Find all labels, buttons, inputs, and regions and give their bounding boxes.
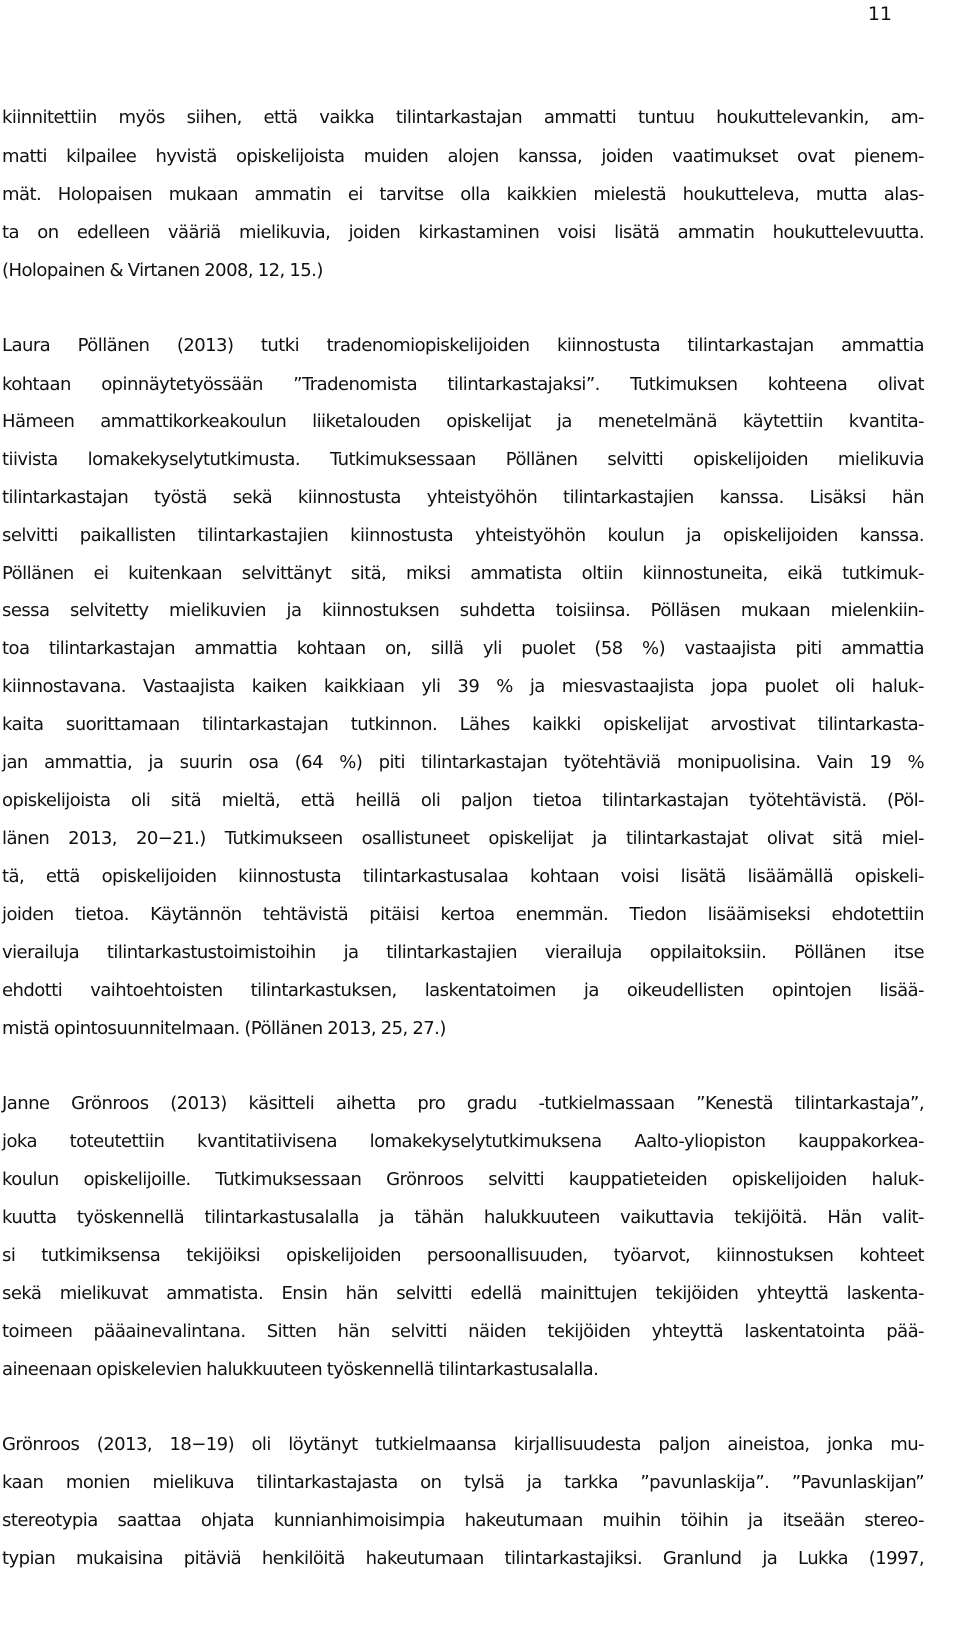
- text-line: typian mukaisina pitäviä henkilöitä hakeutumaan tilintarkastajiksi. Granlund ja Lukka (1997,: [2, 1548, 924, 1569]
- text-line: länen 2013, 20−21.) Tutkimukseen osallistuneet opiskelijat ja tilintarkastajat olivat sitä miel-: [2, 828, 924, 849]
- text-line: Janne Grönroos (2013) käsitteli aihetta pro gradu -tutkielmassaan ”Kenestä tilintarkastaja”,: [2, 1093, 924, 1114]
- text-line: (Holopainen & Virtanen 2008, 12, 15.): [2, 260, 323, 281]
- text-line: si tutkimiksensa tekijöiksi opiskelijoiden persoonallisuuden, työarvot, kiinnostuksen kohteet: [2, 1245, 924, 1266]
- text-line: joiden tietoa. Käytännön tehtävistä pitäisi kertoa enemmän. Tiedon lisäämiseksi ehdotettiin: [2, 904, 924, 925]
- text-line: toa tilintarkastajan ammattia kohtaan on, sillä yli puolet (58 %) vastaajista piti ammattia: [2, 638, 924, 659]
- text-line: Laura Pöllänen (2013) tutki tradenomiopiskelijoiden kiinnostusta tilintarkastajan ammattia: [2, 335, 924, 356]
- text-line: ta on edelleen vääriä mielikuvia, joiden kirkastaminen voisi lisätä ammatin houkuttelevuutta.: [2, 222, 924, 243]
- text-line: tä, että opiskelijoiden kiinnostusta tilintarkastusalaa kohtaan voisi lisätä lisäämällä opiskeli-: [2, 866, 924, 887]
- text-line: Grönroos (2013, 18−19) oli löytänyt tutkielmaansa kirjallisuudesta paljon aineistoa, jonka mu-: [2, 1434, 924, 1455]
- text-line: tilintarkastajan työstä sekä kiinnostusta yhteistyöhön tilintarkastajien kanssa. Lisäksi hän: [2, 487, 924, 508]
- text-line: toimeen pääainevalintana. Sitten hän selvitti näiden tekijöiden yhteyttä laskentatointa pää-: [2, 1321, 924, 1342]
- text-line: mistä opintosuunnitelmaan. (Pöllänen 2013, 25, 27.): [2, 1018, 446, 1039]
- text-line: mät. Holopaisen mukaan ammatin ei tarvitse olla kaikkien mielestä houkutteleva, mutta alas-: [2, 184, 924, 205]
- text-line: matti kilpailee hyvistä opiskelijoista muiden alojen kanssa, joiden vaatimukset ovat pienem-: [2, 146, 924, 167]
- text-line: sekä mielikuvat ammatista. Ensin hän selvitti edellä mainittujen tekijöiden yhteyttä laskenta-: [2, 1283, 924, 1304]
- text-line: kiinnostavana. Vastaajista kaiken kaikkiaan yli 39 % ja miesvastaajista jopa puolet oli haluk-: [2, 676, 924, 697]
- text-line: opiskelijoista oli sitä mieltä, että heillä oli paljon tietoa tilintarkastajan työtehtävistä. (Pöl-: [2, 790, 924, 811]
- text-line: aineenaan opiskelevien halukkuuteen työskennellä tilintarkastusalalla.: [2, 1359, 599, 1380]
- page-number: 11: [867, 3, 892, 25]
- text-line: Hämeen ammattikorkeakoulun liiketalouden opiskelijat ja menetelmänä käytettiin kvantita-: [2, 411, 924, 432]
- text-line: ehdotti vaihtoehtoisten tilintarkastuksen, laskentatoimen ja oikeudellisten opintojen lisää-: [2, 980, 924, 1001]
- text-line: kiinnitettiin myös siihen, että vaikka tilintarkastajan ammatti tuntuu houkuttelevankin, am-: [2, 107, 924, 128]
- text-line: vierailuja tilintarkastustoimistoihin ja tilintarkastajien vierailuja oppilaitoksiin. Pöllänen itse: [2, 942, 924, 963]
- text-line: kaita suorittamaan tilintarkastajan tutkinnon. Lähes kaikki opiskelijat arvostivat tilintarkasta-: [2, 714, 924, 735]
- text-line: joka toteutettiin kvantitatiivisena lomakekyselytutkimuksena Aalto-yliopiston kauppakorkea-: [2, 1131, 924, 1152]
- text-line: sessa selvitetty mielikuvien ja kiinnostuksen suhdetta toisiinsa. Pölläsen mukaan mielenkiin-: [2, 600, 924, 621]
- text-line: koulun opiskelijoille. Tutkimuksessaan Grönroos selvitti kauppatieteiden opiskelijoiden haluk-: [2, 1169, 924, 1190]
- text-line: stereotypia saattaa ohjata kunnianhimoisimpia hakeutumaan muihin töihin ja itseään stereo-: [2, 1510, 924, 1531]
- text-line: kohtaan opinnäytetyössään ”Tradenomista tilintarkastajaksi”. Tutkimuksen kohteena olivat: [2, 374, 924, 395]
- text-line: kuutta työskennellä tilintarkastusalalla ja tähän halukkuuteen vaikuttavia tekijöitä. Hän valit-: [2, 1207, 924, 1228]
- text-line: selvitti paikallisten tilintarkastajien kiinnostusta yhteistyöhön koulun ja opiskelijoiden kanssa.: [2, 525, 924, 546]
- text-line: kaan monien mielikuva tilintarkastajasta on tylsä ja tarkka ”pavunlaskija”. ”Pavunlaskijan”: [2, 1472, 924, 1493]
- text-line: Pöllänen ei kuitenkaan selvittänyt sitä, miksi ammatista oltiin kiinnostuneita, eikä tutkimuk-: [2, 563, 924, 584]
- text-line: tiivista lomakekyselytutkimusta. Tutkimuksessaan Pöllänen selvitti opiskelijoiden mielikuvia: [2, 449, 924, 470]
- text-line: jan ammattia, ja suurin osa (64 %) piti tilintarkastajan työtehtäviä monipuolisina. Vain 19 %: [2, 752, 924, 773]
